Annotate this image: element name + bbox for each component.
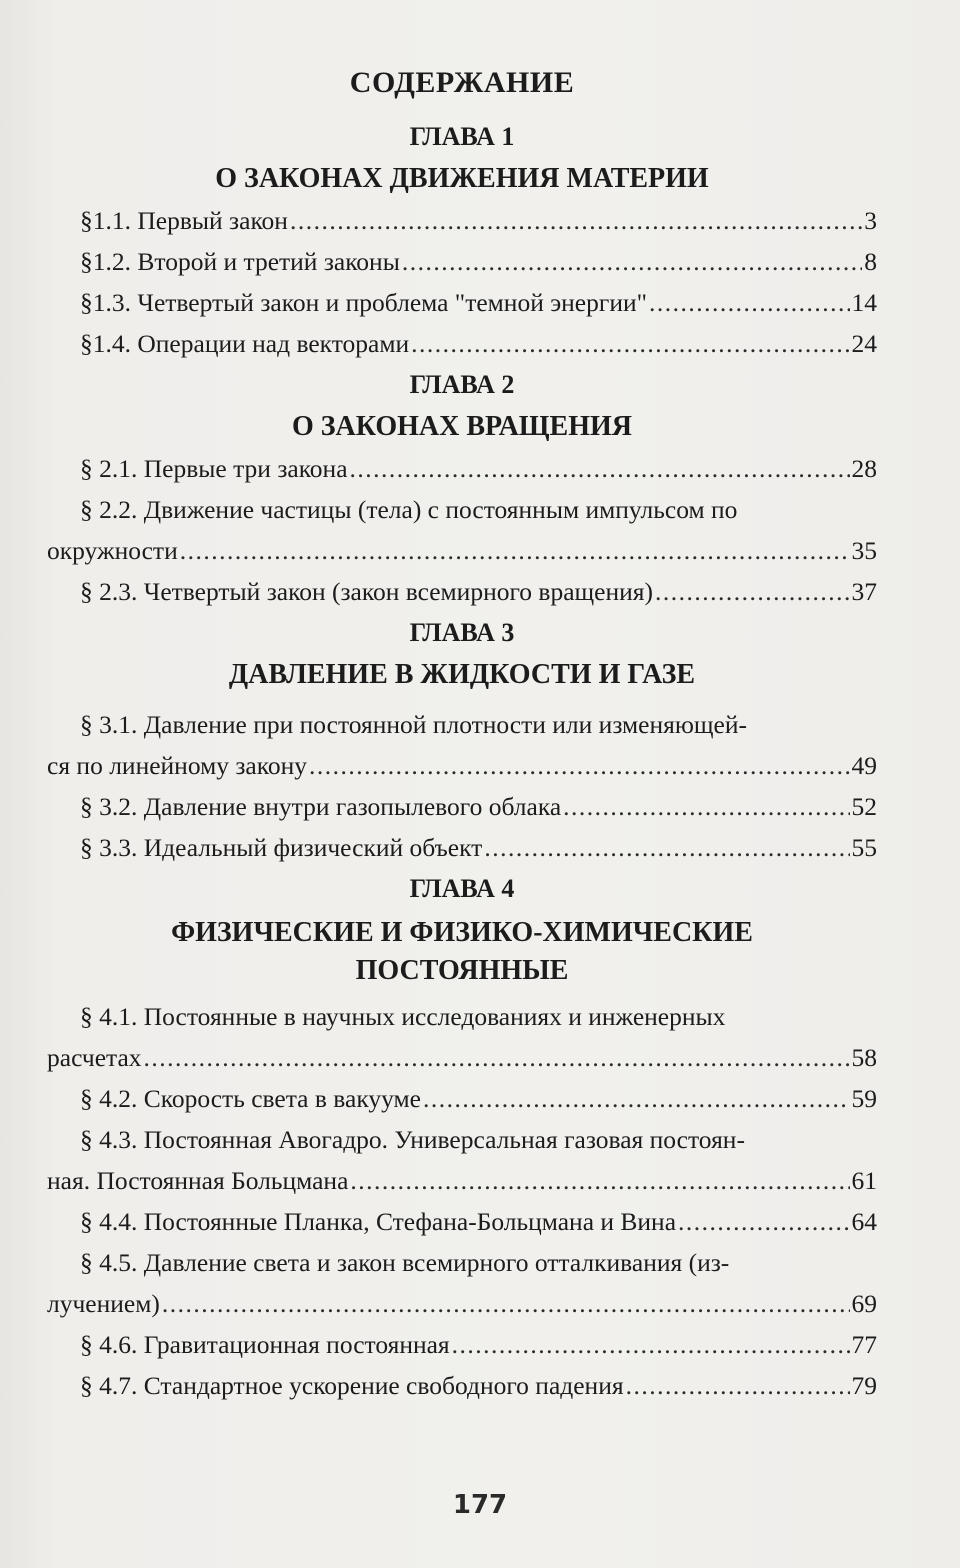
dot-leader bbox=[655, 571, 849, 612]
toc-entry-text: § 2.1. Первые три закона bbox=[80, 454, 348, 483]
toc-entry-text: § 3.2. Давление внутри газопылевого облака bbox=[80, 792, 562, 821]
toc-entry[interactable] bbox=[47, 745, 877, 786]
toc-entry[interactable] bbox=[47, 827, 877, 868]
toc-page-number: 58 bbox=[851, 1043, 877, 1072]
toc-page-number: 8 bbox=[864, 247, 877, 276]
toc-entry-text: лучением) bbox=[47, 1289, 160, 1318]
toc-entry[interactable] bbox=[47, 786, 877, 827]
dot-leader bbox=[290, 200, 862, 241]
toc-page-number: 55 bbox=[851, 833, 877, 862]
toc-entry-first-line[interactable]: § 2.2. Движение частицы (тела) с постоянным импульсом по bbox=[80, 495, 738, 524]
toc-page-number: 59 bbox=[851, 1084, 877, 1113]
toc-entry-text: ная. Постоянная Больцмана bbox=[47, 1166, 349, 1195]
toc-entry-text: §1.2. Второй и третий законы bbox=[80, 247, 400, 276]
page-number: 177 bbox=[452, 1490, 508, 1520]
dot-leader bbox=[563, 786, 849, 827]
toc-entry-text: § 4.4. Постоянные Планка, Стефана-Больцмана и Вина bbox=[80, 1207, 677, 1236]
toc-entry-text: § 4.2. Скорость света в вакууме bbox=[80, 1084, 421, 1113]
toc-page-number: 69 bbox=[851, 1289, 877, 1318]
toc-entry[interactable] bbox=[47, 448, 877, 489]
toc-page-number: 14 bbox=[851, 288, 877, 317]
chapter-label: ГЛАВА 2 bbox=[409, 370, 515, 399]
dot-leader bbox=[144, 1037, 850, 1078]
dot-leader bbox=[180, 530, 850, 571]
toc-entry[interactable] bbox=[47, 571, 877, 612]
dot-leader bbox=[350, 448, 850, 489]
toc-entry[interactable] bbox=[47, 1160, 877, 1201]
toc-entry-text: § 2.3. Четвертый закон (закон всемирного вращения) bbox=[80, 577, 654, 606]
dot-leader bbox=[452, 1324, 850, 1365]
toc-page-number: 24 bbox=[851, 329, 877, 358]
table-of-contents bbox=[47, 58, 877, 1406]
toc-page-number: 3 bbox=[864, 206, 877, 235]
toc-entry[interactable] bbox=[47, 1201, 877, 1242]
chapter-title: ФИЗИЧЕСКИЕ И ФИЗИКО-ХИМИЧЕСКИЕ ПОСТОЯННЫЕ bbox=[171, 917, 753, 986]
toc-entry[interactable] bbox=[47, 530, 877, 571]
toc-entry[interactable] bbox=[47, 323, 877, 364]
toc-page-number: 61 bbox=[851, 1166, 877, 1195]
toc-entry[interactable] bbox=[47, 200, 877, 241]
chapter-label: ГЛАВА 3 bbox=[409, 618, 515, 647]
dot-leader bbox=[309, 745, 850, 786]
chapter-title: О ЗАКОНАХ ДВИЖЕНИЯ МАТЕРИИ bbox=[215, 163, 709, 194]
toc-entry-text: окружности bbox=[47, 536, 178, 565]
dot-leader bbox=[678, 1201, 849, 1242]
toc-page-number: 64 bbox=[851, 1207, 877, 1236]
toc-entry-first-line[interactable]: § 4.3. Постоянная Авогадро. Универсальная газовая постоян- bbox=[80, 1125, 745, 1154]
toc-entry[interactable] bbox=[47, 282, 877, 323]
toc-entry-first-line[interactable]: § 4.1. Постоянные в научных исследованиях и инженерных bbox=[80, 1002, 726, 1031]
toc-entry-text: ся по линейному закону bbox=[47, 751, 307, 780]
dot-leader bbox=[402, 241, 862, 282]
toc-entry-text: расчетах bbox=[47, 1043, 142, 1072]
toc-entry-text: § 4.7. Стандартное ускорение свободного падения bbox=[80, 1371, 624, 1400]
toc-title: СОДЕРЖАНИЕ bbox=[349, 66, 575, 99]
dot-leader bbox=[626, 1365, 850, 1406]
dot-leader bbox=[162, 1283, 850, 1324]
chapter-title: О ЗАКОНАХ ВРАЩЕНИЯ bbox=[291, 411, 632, 442]
toc-entry-first-line[interactable]: § 4.5. Давление света и закон всемирного отталкивания (из- bbox=[80, 1248, 730, 1277]
toc-entry-text: §1.1. Первый закон bbox=[80, 206, 288, 235]
dot-leader bbox=[649, 282, 849, 323]
dot-leader bbox=[484, 827, 849, 868]
toc-entry[interactable] bbox=[47, 1037, 877, 1078]
toc-entry[interactable] bbox=[47, 1365, 877, 1406]
dot-leader bbox=[411, 323, 849, 364]
toc-entry-text: §1.3. Четвертый закон и проблема "темной энергии" bbox=[80, 288, 648, 317]
toc-entry-text: § 4.6. Гравитационная постоянная bbox=[80, 1330, 450, 1359]
toc-page-number: 35 bbox=[851, 536, 877, 565]
toc-entry[interactable] bbox=[47, 241, 877, 282]
toc-entry-first-line[interactable]: § 3.1. Давление при постоянной плотности или изменяющей- bbox=[80, 710, 747, 739]
toc-entry-text: §1.4. Операции над векторами bbox=[80, 329, 410, 358]
toc-page-number: 28 bbox=[851, 454, 877, 483]
chapter-label: ГЛАВА 1 bbox=[409, 122, 515, 151]
toc-entry[interactable] bbox=[47, 1324, 877, 1365]
toc-page-number: 49 bbox=[851, 751, 877, 780]
dot-leader bbox=[350, 1160, 849, 1201]
toc-page-number: 52 bbox=[851, 792, 877, 821]
toc-entry-text: § 3.3. Идеальный физический объект bbox=[80, 833, 483, 862]
toc-page-number: 37 bbox=[851, 577, 877, 606]
dot-leader bbox=[423, 1078, 850, 1119]
toc-page-number: 79 bbox=[851, 1371, 877, 1400]
toc-entry[interactable] bbox=[47, 1283, 877, 1324]
toc-page-number: 77 bbox=[851, 1330, 877, 1359]
chapter-title: ДАВЛЕНИЕ В ЖИДКОСТИ И ГАЗЕ bbox=[228, 659, 696, 690]
toc-entry[interactable] bbox=[47, 1078, 877, 1119]
chapter-label: ГЛАВА 4 bbox=[409, 874, 515, 903]
